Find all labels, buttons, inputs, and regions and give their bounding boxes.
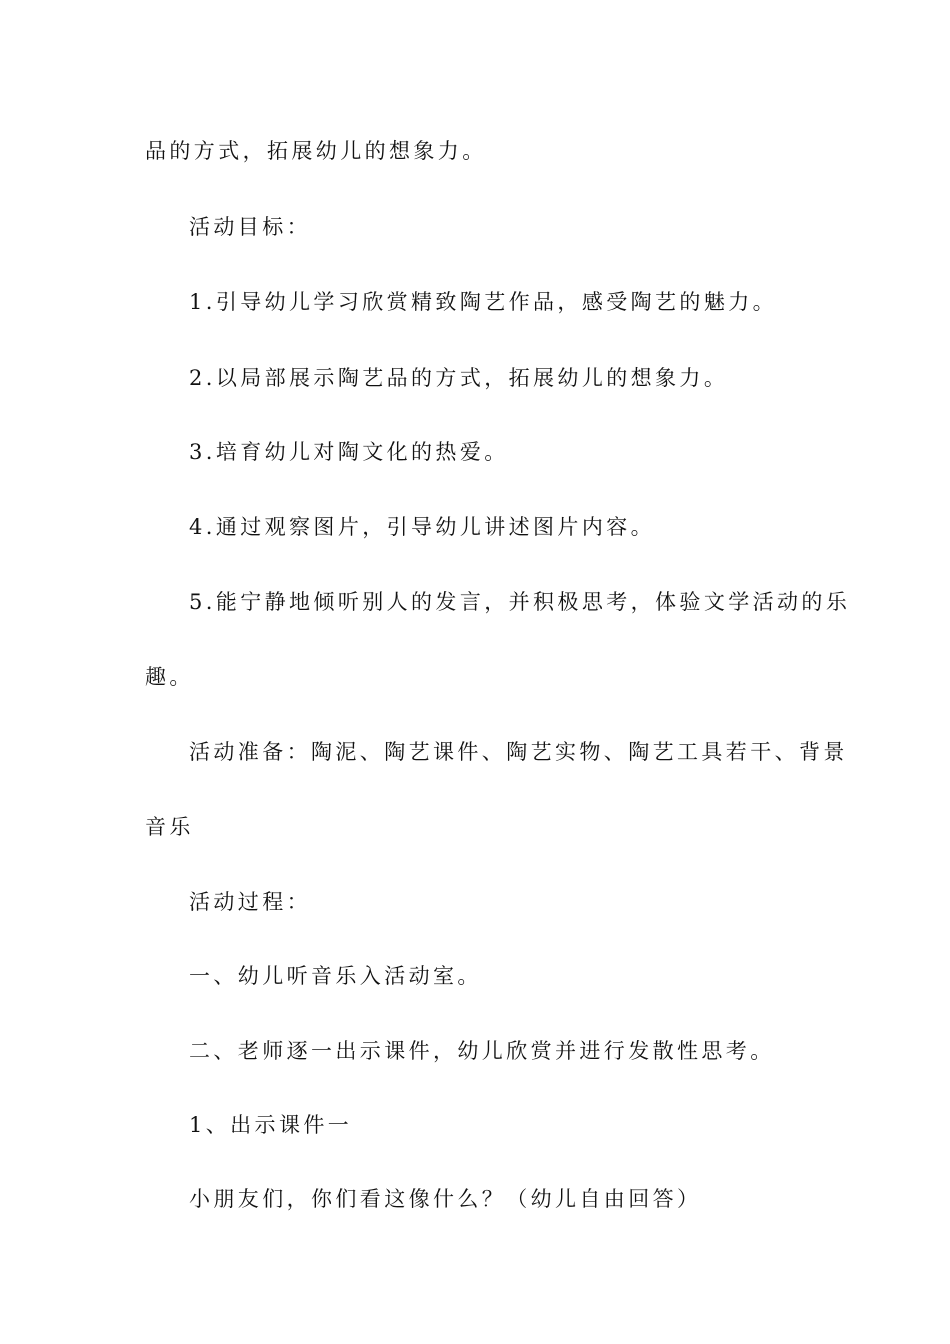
goal-item-2: 2.以局部展示陶艺品的方式，拓展幼儿的想象力。 [189, 366, 729, 390]
process-step-2: 二、老师逐一出示课件，幼儿欣赏并进行发散性思考。 [189, 1039, 775, 1063]
section-preparation: 活动准备：陶泥、陶艺课件、陶艺实物、陶艺工具若干、背景 [189, 740, 848, 764]
process-question: 小朋友们，你们看这像什么？（幼儿自由回答） [189, 1187, 702, 1211]
paragraph-continuation-line: 品的方式，拓展幼儿的想象力。 [145, 139, 487, 163]
goal-item-5: 5.能宁静地倾听别人的发言，并积极思考，体验文学活动的乐 [189, 590, 851, 614]
goal-item-1: 1.引导幼儿学习欣赏精致陶艺作品，感受陶艺的魅力。 [189, 290, 778, 314]
process-substep-1: 1、出示课件一 [189, 1113, 353, 1137]
goal-item-4: 4.通过观察图片，引导幼儿讲述图片内容。 [189, 515, 656, 539]
process-step-1: 一、幼儿听音乐入活动室。 [189, 964, 482, 988]
goal-item-3: 3.培育幼儿对陶文化的热爱。 [189, 440, 509, 464]
section-heading-process: 活动过程： [189, 890, 311, 914]
section-preparation-continuation: 音乐 [145, 815, 194, 839]
section-heading-goals: 活动目标： [189, 215, 311, 239]
goal-item-5-continuation: 趣。 [145, 665, 194, 689]
